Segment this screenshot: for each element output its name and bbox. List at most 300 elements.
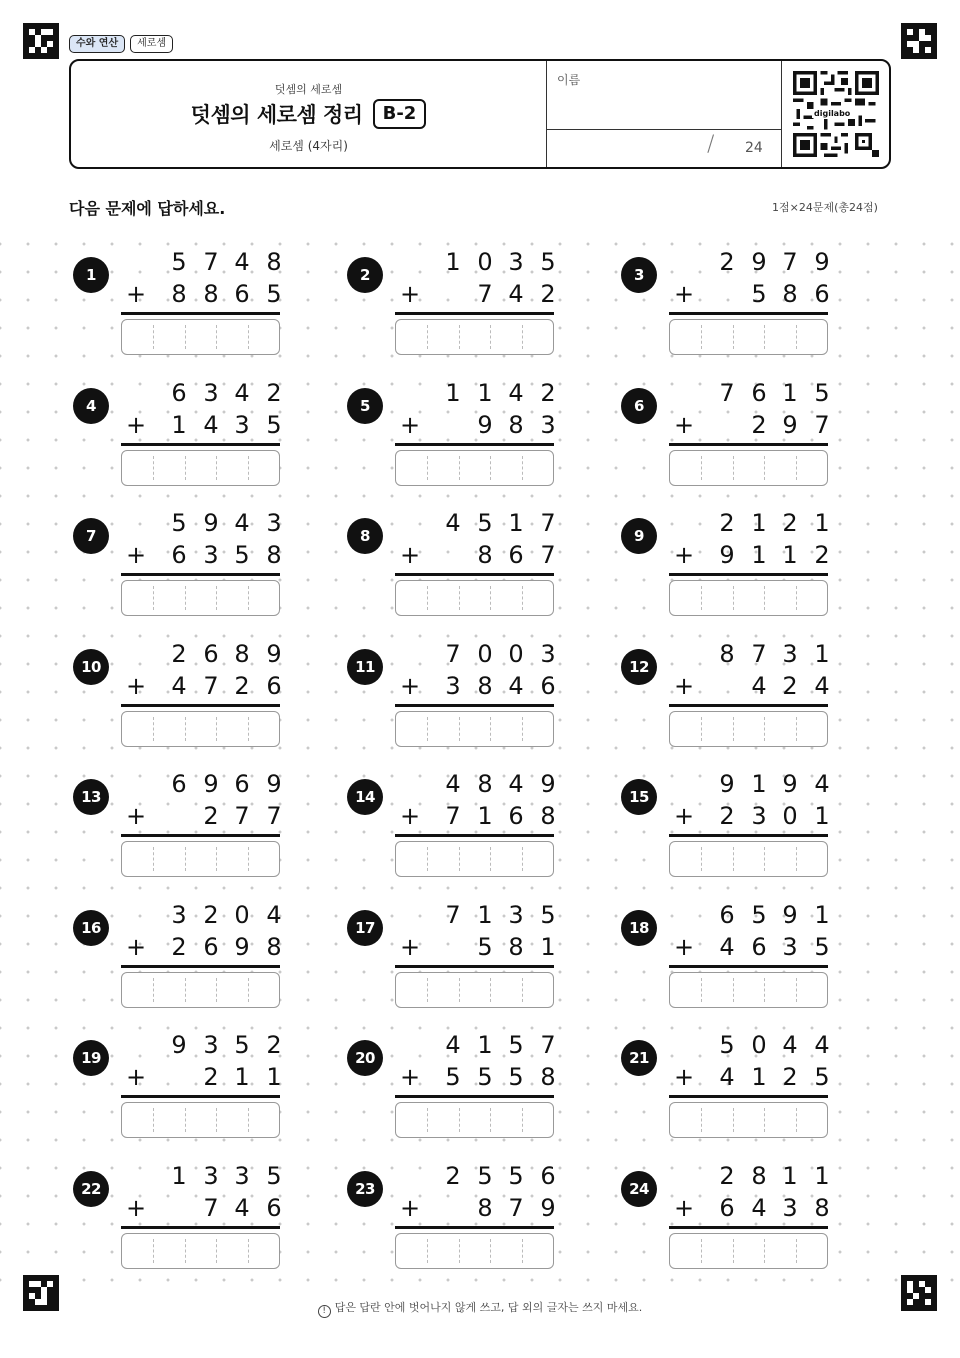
problem-number: 4 — [73, 388, 109, 424]
second-addend — [347, 930, 557, 964]
second-addend — [621, 408, 831, 442]
second-addend — [621, 1060, 831, 1094]
answer-digit-divider — [796, 717, 797, 741]
digit: 4 — [508, 378, 524, 407]
answer-box[interactable] — [669, 841, 828, 877]
digit: 6 — [719, 1193, 735, 1222]
sum-line — [669, 1226, 828, 1229]
digit: 7 — [445, 900, 461, 929]
answer-box[interactable] — [121, 1233, 280, 1269]
digit: 6 — [203, 639, 219, 668]
answer-digit-divider — [427, 1108, 428, 1132]
problem-number: 19 — [73, 1040, 109, 1076]
qr-code — [782, 61, 889, 167]
second-addend — [621, 277, 831, 311]
digit: 4 — [445, 1031, 461, 1059]
answer-digit-divider — [459, 456, 460, 480]
answer-digit-divider — [153, 1239, 154, 1263]
answer-digit-divider — [701, 978, 702, 1002]
sum-line — [121, 1226, 280, 1229]
digit: 2 — [782, 1063, 798, 1091]
first-addend — [73, 376, 283, 410]
digit: 1 — [814, 639, 830, 668]
answer-digit-divider — [733, 325, 734, 349]
digit: 5 — [477, 509, 493, 537]
sum-line — [669, 312, 828, 315]
answer-digit-divider — [153, 586, 154, 610]
digit: 8 — [234, 639, 250, 668]
digit: 6 — [751, 378, 767, 407]
digit: 3 — [203, 378, 219, 407]
problem-22 — [73, 1161, 283, 1279]
answer-digit-divider — [248, 325, 249, 349]
digit: 1 — [782, 1161, 798, 1190]
answer-box[interactable] — [395, 319, 554, 355]
problem-20 — [347, 1031, 557, 1148]
first-addend — [73, 637, 283, 671]
digit: 8 — [540, 1063, 556, 1091]
digit: 8 — [477, 541, 493, 569]
digit: 5 — [751, 900, 767, 929]
answer-digit-divider — [248, 978, 249, 1002]
second-addend — [73, 669, 283, 703]
plus-operator: + — [125, 1193, 147, 1222]
problem-15 — [621, 770, 831, 887]
digit: 3 — [234, 410, 250, 439]
answer-digit-divider — [153, 978, 154, 1002]
answer-box[interactable] — [395, 1233, 554, 1269]
answer-digit-divider — [733, 586, 734, 610]
digit: 4 — [234, 248, 250, 276]
digit: 9 — [782, 900, 798, 929]
digit: 2 — [203, 1063, 219, 1091]
answer-digit-divider — [459, 978, 460, 1002]
digit: 7 — [203, 671, 219, 700]
digit: 6 — [171, 541, 187, 569]
answer-digit-divider — [185, 1239, 186, 1263]
answer-digit-divider — [701, 847, 702, 871]
second-addend — [73, 277, 283, 311]
digit: 1 — [477, 378, 493, 407]
second-addend — [347, 277, 557, 311]
answer-digit-divider — [153, 847, 154, 871]
answer-digit-divider — [185, 847, 186, 871]
answer-digit-divider — [764, 325, 765, 349]
answer-digit-divider — [216, 717, 217, 741]
digit: 7 — [540, 509, 556, 537]
problem-number: 6 — [621, 388, 657, 424]
digit: 6 — [719, 900, 735, 929]
plus-operator: + — [399, 1063, 421, 1091]
answer-digit-divider — [490, 1239, 491, 1263]
sum-line — [669, 1095, 828, 1098]
answer-digit-divider — [248, 847, 249, 871]
digit: 4 — [234, 509, 250, 537]
answer-digit-divider — [796, 847, 797, 871]
digit: 1 — [508, 509, 524, 537]
problem-number: 2 — [347, 257, 383, 293]
second-addend — [73, 1191, 283, 1225]
digit: 2 — [445, 1161, 461, 1190]
digit: 8 — [477, 1193, 493, 1222]
problem-21 — [621, 1031, 831, 1148]
problem-17 — [347, 900, 557, 1018]
answer-digit-divider — [796, 1239, 797, 1263]
score-slash: / — [707, 132, 715, 157]
digit: 6 — [234, 770, 250, 798]
digit: 5 — [477, 932, 493, 961]
problem-number: 7 — [73, 518, 109, 554]
sum-line — [669, 965, 828, 968]
second-addend — [347, 799, 557, 833]
problem-number: 10 — [73, 649, 109, 685]
digit: 6 — [540, 1161, 556, 1190]
digit: 2 — [203, 900, 219, 929]
problem-8 — [347, 509, 557, 626]
answer-digit-divider — [701, 1239, 702, 1263]
answer-box[interactable] — [669, 711, 828, 747]
answer-box[interactable] — [669, 1102, 828, 1138]
digit: 5 — [477, 1063, 493, 1091]
answer-digit-divider — [522, 717, 523, 741]
answer-digit-divider — [764, 978, 765, 1002]
digit: 9 — [266, 770, 282, 798]
second-addend — [621, 669, 831, 703]
digit: 5 — [234, 1031, 250, 1059]
digit: 3 — [540, 410, 556, 439]
digit: 5 — [508, 1031, 524, 1059]
digit: 8 — [266, 932, 282, 961]
digit: 7 — [234, 802, 250, 830]
digit: 0 — [782, 802, 798, 830]
digit: 9 — [782, 410, 798, 439]
first-addend — [347, 376, 557, 410]
sum-line — [395, 443, 554, 446]
digit: 1 — [814, 1161, 830, 1190]
digit: 6 — [540, 671, 556, 700]
answer-digit-divider — [216, 847, 217, 871]
digit: 9 — [234, 932, 250, 961]
answer-digit-divider — [153, 456, 154, 480]
digit: 3 — [782, 932, 798, 961]
digit: 2 — [234, 671, 250, 700]
answer-digit-divider — [764, 717, 765, 741]
digit: 5 — [540, 900, 556, 929]
problem-6 — [621, 378, 831, 496]
digit: 3 — [508, 248, 524, 276]
score-field[interactable] — [547, 129, 781, 167]
digit: 5 — [508, 1161, 524, 1190]
answer-digit-divider — [701, 456, 702, 480]
answer-digit-divider — [459, 586, 460, 610]
digit: 4 — [814, 770, 830, 798]
answer-digit-divider — [733, 978, 734, 1002]
sum-line — [395, 1095, 554, 1098]
answer-digit-divider — [522, 1239, 523, 1263]
digit: 6 — [814, 280, 830, 308]
answer-digit-divider — [796, 325, 797, 349]
plus-operator: + — [125, 410, 147, 439]
answer-digit-divider — [701, 717, 702, 741]
first-addend — [621, 1028, 831, 1062]
digit: 9 — [477, 410, 493, 439]
digit: 2 — [171, 932, 187, 961]
answer-box[interactable] — [669, 580, 828, 616]
digit: 8 — [540, 802, 556, 830]
first-addend — [621, 898, 831, 932]
answer-digit-divider — [248, 456, 249, 480]
answer-digit-divider — [701, 1108, 702, 1132]
plus-operator: + — [125, 1063, 147, 1091]
problem-23 — [347, 1161, 557, 1279]
digit: 5 — [266, 410, 282, 439]
problem-16 — [73, 900, 283, 1018]
second-addend — [73, 538, 283, 572]
digit: 7 — [477, 280, 493, 308]
answer-box[interactable] — [395, 841, 554, 877]
answer-box[interactable] — [121, 1102, 280, 1138]
first-addend — [621, 376, 831, 410]
answer-digit-divider — [490, 586, 491, 610]
answer-digit-divider — [701, 586, 702, 610]
answer-box[interactable] — [121, 580, 280, 616]
answer-digit-divider — [427, 717, 428, 741]
digit: 1 — [751, 541, 767, 569]
plus-operator: + — [125, 280, 147, 308]
digit: 2 — [171, 639, 187, 668]
title-area — [71, 61, 546, 167]
answer-digit-divider — [522, 456, 523, 480]
digit: 1 — [814, 509, 830, 537]
qr-label: digilabo — [814, 109, 851, 118]
answer-digit-divider — [185, 586, 186, 610]
plus-operator: + — [399, 541, 421, 569]
problem-number: 8 — [347, 518, 383, 554]
digit: 2 — [540, 280, 556, 308]
problem-number: 13 — [73, 779, 109, 815]
problem-11 — [347, 639, 557, 757]
problem-number: 17 — [347, 910, 383, 946]
answer-digit-divider — [185, 717, 186, 741]
answer-box[interactable] — [395, 711, 554, 747]
instruction: 다음 문제에 답하세요. — [69, 196, 229, 219]
answer-digit-divider — [522, 1108, 523, 1132]
digit: 6 — [508, 802, 524, 830]
digit: 9 — [540, 770, 556, 798]
plus-operator: + — [125, 671, 147, 700]
sum-line — [669, 834, 828, 837]
answer-digit-divider — [153, 717, 154, 741]
problem-7 — [73, 509, 283, 626]
answer-digit-divider — [185, 1108, 186, 1132]
digit: 4 — [266, 900, 282, 929]
digit: 2 — [782, 509, 798, 537]
digit: 1 — [782, 541, 798, 569]
problem-number: 12 — [621, 649, 657, 685]
digit: 2 — [719, 509, 735, 537]
digit: 5 — [171, 509, 187, 537]
digit: 1 — [751, 770, 767, 798]
problem-number: 1 — [73, 257, 109, 293]
digit: 9 — [203, 509, 219, 537]
digit: 3 — [171, 900, 187, 929]
sum-line — [395, 965, 554, 968]
answer-box[interactable] — [121, 972, 280, 1008]
first-addend — [621, 637, 831, 671]
digit: 8 — [477, 671, 493, 700]
problem-number: 21 — [621, 1040, 657, 1076]
corner-marker-top-left — [23, 23, 59, 59]
digit: 0 — [751, 1031, 767, 1059]
digit: 8 — [477, 770, 493, 798]
answer-digit-divider — [427, 847, 428, 871]
answer-digit-divider — [427, 1239, 428, 1263]
digit: 4 — [751, 671, 767, 700]
answer-digit-divider — [459, 847, 460, 871]
answer-digit-divider — [701, 325, 702, 349]
sum-line — [395, 1226, 554, 1229]
digit: 9 — [266, 639, 282, 668]
sum-line — [121, 1095, 280, 1098]
digit: 4 — [782, 1031, 798, 1059]
digit: 3 — [203, 541, 219, 569]
answer-digit-divider — [796, 456, 797, 480]
answer-digit-divider — [490, 1108, 491, 1132]
answer-digit-divider — [764, 847, 765, 871]
answer-box[interactable] — [395, 450, 554, 486]
problem-number: 15 — [621, 779, 657, 815]
sum-line — [121, 443, 280, 446]
problem-number: 5 — [347, 388, 383, 424]
answer-digit-divider — [216, 586, 217, 610]
problem-4 — [73, 378, 283, 496]
answer-digit-divider — [733, 1239, 734, 1263]
answer-box[interactable] — [669, 319, 828, 355]
answer-box[interactable] — [395, 580, 554, 616]
digit: 1 — [814, 802, 830, 830]
problem-2 — [347, 248, 557, 365]
plus-operator: + — [673, 671, 695, 700]
first-addend — [347, 506, 557, 540]
answer-digit-divider — [153, 1108, 154, 1132]
answer-digit-divider — [490, 325, 491, 349]
answer-box[interactable] — [395, 1102, 554, 1138]
problem-number: 11 — [347, 649, 383, 685]
first-addend — [347, 1159, 557, 1193]
answer-digit-divider — [248, 1108, 249, 1132]
answer-digit-divider — [733, 717, 734, 741]
second-addend — [621, 538, 831, 572]
name-label: 이름 — [557, 73, 581, 87]
digit: 6 — [171, 770, 187, 798]
answer-digit-divider — [459, 1239, 460, 1263]
digit: 2 — [266, 1031, 282, 1059]
page-title: 덧셈의 세로셈 정리 — [190, 103, 363, 127]
digit: 1 — [782, 378, 798, 407]
sum-line — [395, 573, 554, 576]
second-addend — [73, 799, 283, 833]
plus-operator: + — [125, 541, 147, 569]
answer-box[interactable] — [669, 972, 828, 1008]
digit: 5 — [171, 248, 187, 276]
first-addend — [73, 506, 283, 540]
answer-box[interactable] — [669, 450, 828, 486]
answer-box[interactable] — [121, 711, 280, 747]
digit: 9 — [540, 1193, 556, 1222]
answer-digit-divider — [216, 1108, 217, 1132]
plus-operator: + — [399, 932, 421, 961]
digit: 1 — [266, 1063, 282, 1091]
digit: 1 — [477, 900, 493, 929]
digit: 4 — [445, 509, 461, 537]
first-addend — [621, 245, 831, 279]
answer-box[interactable] — [669, 1233, 828, 1269]
problem-9 — [621, 509, 831, 626]
digit: 4 — [508, 770, 524, 798]
subtitle-bottom: 세로셈 (4자리) — [269, 139, 348, 153]
answer-digit-divider — [459, 325, 460, 349]
answer-digit-divider — [796, 978, 797, 1002]
digit: 7 — [782, 248, 798, 276]
digit: 8 — [508, 410, 524, 439]
digit: 5 — [814, 1063, 830, 1091]
digit: 5 — [719, 1031, 735, 1059]
sum-line — [669, 573, 828, 576]
first-addend — [621, 767, 831, 801]
digit: 7 — [540, 541, 556, 569]
answer-box[interactable] — [395, 972, 554, 1008]
problem-24 — [621, 1161, 831, 1279]
digit: 6 — [234, 280, 250, 308]
digit: 3 — [266, 509, 282, 537]
problem-number: 22 — [73, 1171, 109, 1207]
digit: 7 — [508, 1193, 524, 1222]
first-addend — [73, 1028, 283, 1062]
worksheet-header — [69, 59, 891, 169]
problem-19 — [73, 1031, 283, 1148]
answer-digit-divider — [490, 847, 491, 871]
digit: 8 — [782, 280, 798, 308]
plus-operator: + — [673, 541, 695, 569]
digit: 3 — [203, 1161, 219, 1190]
answer-digit-divider — [216, 1239, 217, 1263]
answer-digit-divider — [459, 1108, 460, 1132]
answer-box[interactable] — [121, 841, 280, 877]
problem-number: 20 — [347, 1040, 383, 1076]
name-field[interactable] — [546, 61, 782, 167]
answer-box[interactable] — [121, 450, 280, 486]
digit: 6 — [203, 932, 219, 961]
digit: 5 — [266, 280, 282, 308]
answer-digit-divider — [733, 1108, 734, 1132]
sum-line — [121, 965, 280, 968]
first-addend — [621, 1159, 831, 1193]
digit: 7 — [445, 802, 461, 830]
answer-digit-divider — [248, 586, 249, 610]
answer-box[interactable] — [121, 319, 280, 355]
digit: 5 — [477, 1161, 493, 1190]
subtitle-top: 덧셈의 세로셈 — [274, 83, 343, 96]
digit: 2 — [719, 248, 735, 276]
tag-subcategory: 세로셈 — [130, 35, 173, 53]
first-addend — [347, 245, 557, 279]
answer-digit-divider — [490, 456, 491, 480]
digit: 4 — [508, 671, 524, 700]
digit: 3 — [782, 1193, 798, 1222]
digit: 8 — [814, 1193, 830, 1222]
problem-3 — [621, 248, 831, 365]
digit: 1 — [477, 1031, 493, 1059]
